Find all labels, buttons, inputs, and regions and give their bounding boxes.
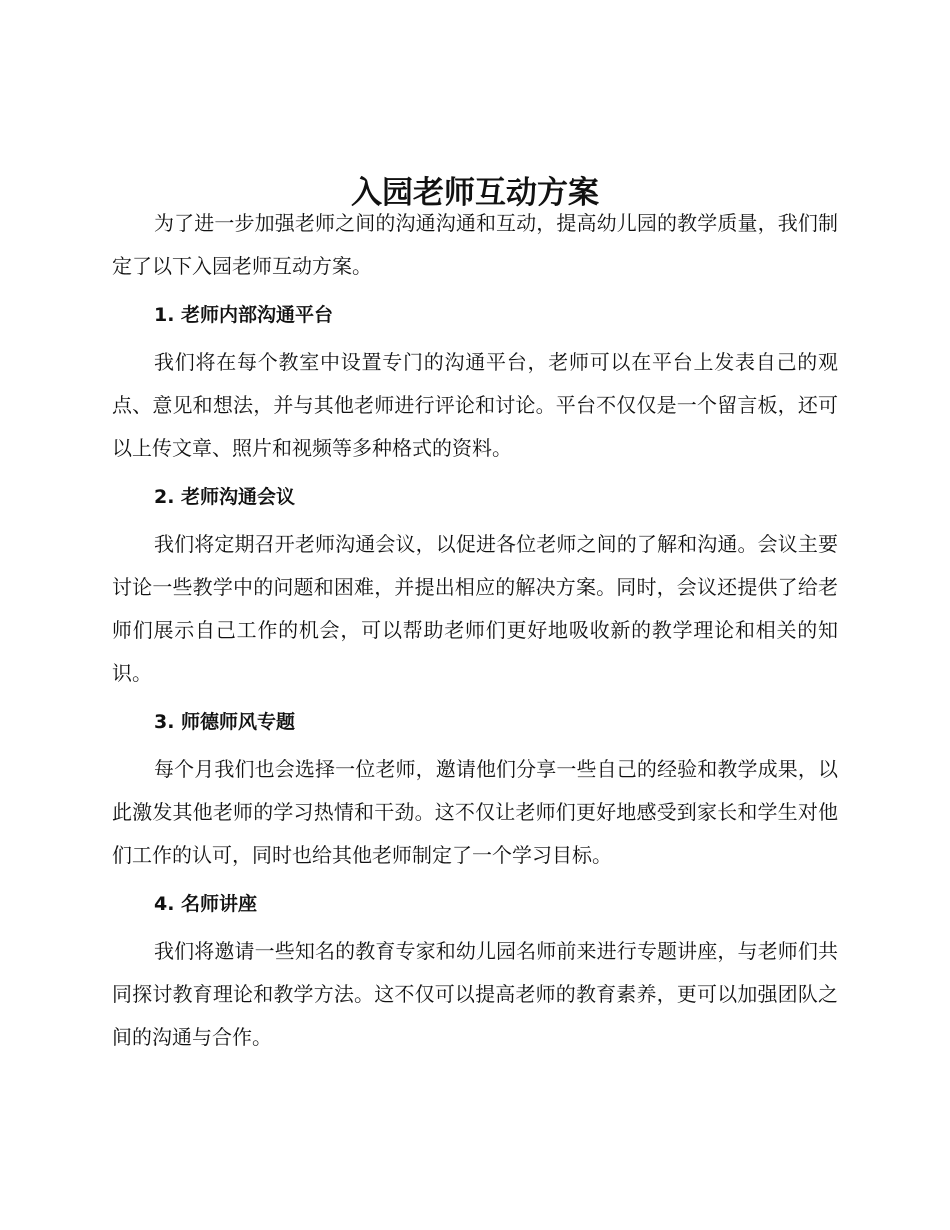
document-title: 入园老师互动方案 [351,174,599,211]
section-heading-3: 3. 师德师风专题 [154,711,296,733]
section-heading-4: 4. 名师讲座 [154,893,258,915]
document-body [112,202,838,1059]
section-body-3: 每个月我们也会选择一位老师，邀请他们分享一些自己的经验和教学成果，以此激发其他老师的学习热情和干劲。这不仅让老师们更好地感受到家长和学生对他们工作的认可，同时也给其他老师制定了一个学习目标。 [112,757,838,867]
section-body-2: 我们将定期召开老师沟通会议，以促进各位老师之间的了解和沟通。会议主要讨论一些教学中的问题和困难，并提出相应的解决方案。同时，会议还提供了给老师们展示自己工作的机会，可以帮助老师们更好地吸收新的教学理论和相关的知识。 [112,532,838,685]
intro-paragraph: 为了进一步加强老师之间的沟通沟通和互动，提高幼儿园的教学质量，我们制定了以下入园老师互动方案。 [112,211,838,278]
section-heading-2: 2. 老师沟通会议 [154,486,296,508]
section-heading-1: 1. 老师内部沟通平台 [154,304,334,326]
section-body-4: 我们将邀请一些知名的教育专家和幼儿园名师前来进行专题讲座，与老师们共同探讨教育理论和教学方法。这不仅可以提高老师的教育素养，更可以加强团队之间的沟通与合作。 [112,939,838,1049]
section-body-1: 我们将在每个教室中设置专门的沟通平台，老师可以在平台上发表自己的观点、意见和想法，并与其他老师进行评论和讨论。平台不仅仅是一个留言板，还可以上传文章、照片和视频等多种格式的资料。 [112,350,838,460]
